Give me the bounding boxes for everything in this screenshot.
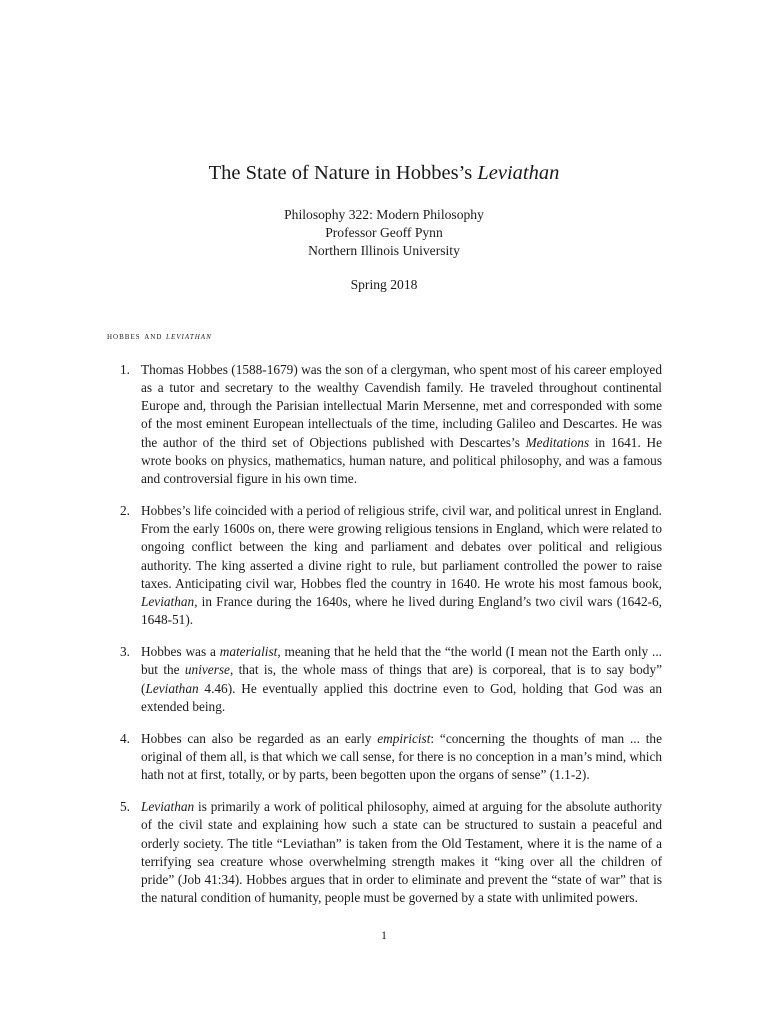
list-item-number: 2.	[120, 503, 130, 519]
professor-name: Professor Geoff Pynn	[325, 225, 443, 241]
document-title	[0, 160, 768, 186]
course-info	[0, 206, 768, 261]
list-item-number: 1.	[120, 362, 130, 377]
title-italic: Leviathan	[477, 162, 560, 184]
title-text: The State of Nature in Hobbes’s	[208, 162, 478, 184]
item-text: in 1641. He wrote books on physics, mathematics, human nature, and political philosophy, and was a famous and controversial figure in his own time.	[141, 434, 662, 486]
item-italic: universe	[184, 662, 230, 678]
term-date: Spring 2018	[350, 277, 418, 292]
item-italic: Leviathan	[141, 799, 195, 815]
item-text: , in France during the 1640s, where he lived during England’s two civil wars (1642-6, 1648-51).	[141, 593, 662, 628]
list-item-number: 5.	[120, 799, 130, 815]
item-italic: Leviathan	[141, 593, 195, 609]
item-text: Hobbes was a	[141, 644, 220, 660]
page-number: 1	[381, 928, 387, 942]
item-text: Hobbes’s life coincided with a period of religious strife, civil war, and political unrest in England. From the early 1600s on, there were growing religious tensions in England, which were related to ongoing conflict between the king and parliament and debates over political and religious authority. The king asserted a divine right to rule, but parliament controlled the power to raise taxes. Anticipating civil war, Hobbes fled the country in 1640. He wrote his most famous book,	[141, 503, 662, 591]
university-name: Northern Illinois University	[308, 243, 460, 259]
item-text: , that is, the whole mass of things that are) is corporeal, that is to say body” (	[141, 662, 662, 696]
item-text: is primarily a work of political philosophy, aimed at arguing for the absolute authority of the civil state and explaining how such a state can be structured to sustain a peaceful and orderly society. The title “Leviathan” is taken from the Old Testament, where it is the name of a terrifying sea creature whose overwhelming strength makes it “king over all the children of pride” (Job 41:34). Hobbes argues that in order to eliminate and prevent the “state of war” that is the natural condition of humanity, people must be governed by a state with unlimited powers.	[141, 799, 662, 906]
course-name: Philosophy 322: Modern Philosophy	[284, 207, 484, 222]
item-italic: materialist	[219, 644, 278, 660]
list-item-3	[107, 643, 662, 716]
item-italic: empiricist	[377, 730, 431, 746]
list-item-5	[107, 798, 662, 907]
item-italic: Meditations	[525, 434, 590, 450]
item-text: , meaning that he held that the “the world (I mean not the Earth only ... but the	[141, 644, 662, 678]
item-text: : “concerning the thoughts of man ... the original of them all, is that which we call sense, for there is no conception in a man’s mind, which hath not at first, totally, or by parts, been begotten upon the organs of sense” (1.1-2).	[141, 730, 662, 783]
list-item-2	[107, 502, 662, 629]
item-text: 4.46). He eventually applied this doctrine even to God, holding that God was an extended being.	[141, 680, 662, 714]
item-text: Hobbes can also be regarded as an early	[141, 730, 378, 746]
list-item-1	[107, 361, 662, 488]
section-heading-italic: leviathan	[166, 331, 212, 342]
item-text: Thomas Hobbes (1588-1679) was the son of a clergyman, who spent most of his career employed as a tutor and secretary to the wealthy Cavendish family. He traveled throughout continental Europe and, through the Parisian intellectual Marin Mersenne, met and corresponded with some of the most eminent European intellectuals of the time, including Galileo and Descartes. He was the author of the third set of Objections published with Descartes’s	[141, 362, 662, 450]
list-item-4	[107, 730, 662, 784]
list-item-number: 4.	[120, 730, 130, 746]
numbered-list	[107, 361, 662, 907]
section-heading	[107, 330, 212, 344]
section-heading-text: hobbes and	[107, 331, 167, 342]
item-italic: Leviathan	[145, 680, 199, 696]
list-item-number: 3.	[120, 644, 130, 660]
